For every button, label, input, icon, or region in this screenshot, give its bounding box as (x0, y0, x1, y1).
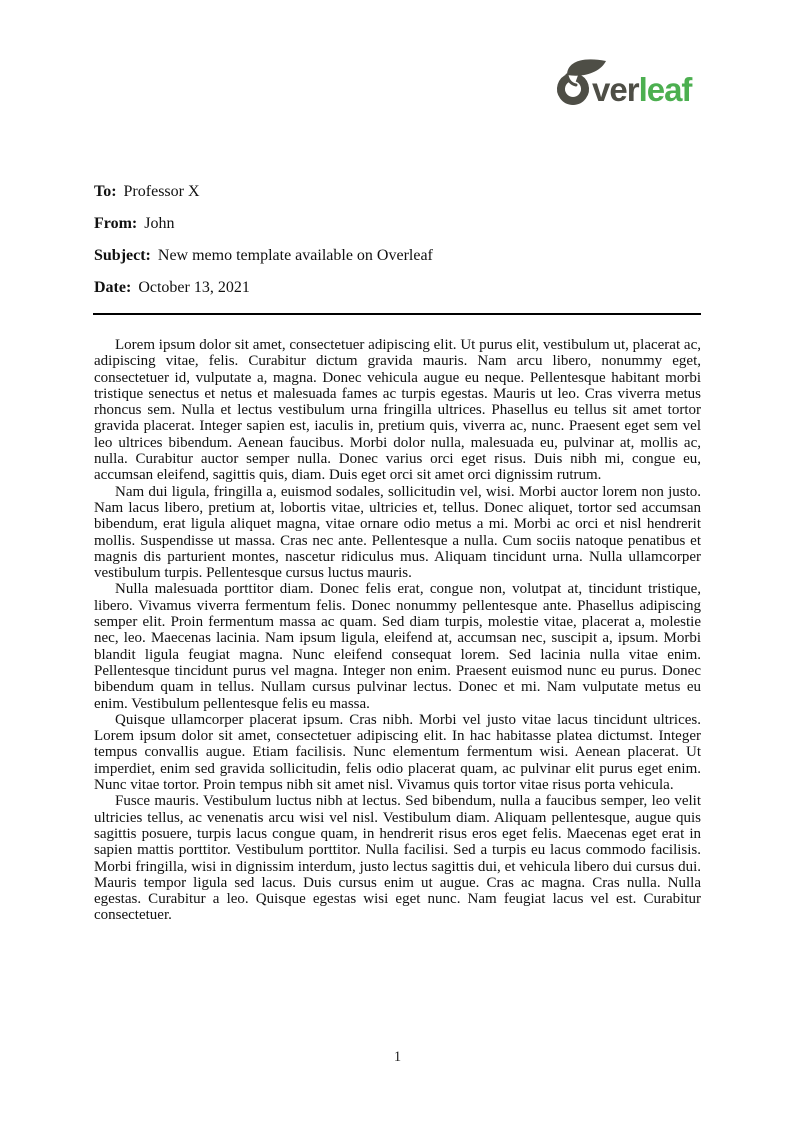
logo-wordmark-green: leaf (638, 71, 692, 108)
overleaf-logo-icon (554, 58, 716, 108)
field-value-from: John (144, 215, 175, 232)
field-value-subject: New memo template available on Overleaf (157, 247, 433, 264)
logo-wordmark (592, 71, 693, 108)
memo-separator-rule (93, 313, 701, 315)
memo-field-to (94, 182, 704, 201)
field-label-subject: Subject: (94, 247, 151, 264)
paragraph-3: Nulla malesuada porttitor diam. Donec felis erat, congue non, volutpat at, tincidunt tristique, libero. Vivamus viverra fermentum felis. Donec nonummy pellentesque ante. Phasellus adipiscing semper elit. Proin fermentum massa ac quam. Sed diam turpis, molestie vitae, placerat a, molestie nec, leo. Maecenas lacinia. Nam ipsum ligula, eleifend at, accumsan nec, suscipit a, ipsum. Morbi blandit ligula feugiat magna. Nunc eleifend consequat lorem. Sed lacinia nulla vitae enim. Pellentesque tincidunt purus vel magna. Integer non enim. Praesent euismod nunc eu purus. Donec bibendum quam in tellus. Nullam cursus pulvinar lectus. Donec et mi. Nam vulputate metus eu enim. Vestibulum pellentesque felis eu massa. (94, 581, 701, 712)
page-number: 1 (393, 1049, 402, 1065)
logo-wordmark-gray: ver (592, 71, 639, 108)
field-label-from: From: (94, 215, 138, 232)
memo-field-from (94, 214, 704, 233)
paragraph-4: Quisque ullamcorper placerat ipsum. Cras nibh. Morbi vel justo vitae lacus tincidunt ultrices. Lorem ipsum dolor sit amet, consectetuer adipiscing elit. In hac habitasse platea dictumst. Integer tempus convallis augue. Etiam facilisis. Nunc elementum fermentum wisi. Aenean placerat. Ut imperdiet, enim sed gravida sollicitudin, felis odio placerat quam, ac pulvinar elit purus eget enim. Nunc vitae tortor. Proin tempus nibh sit amet nisl. Vivamus quis tortor vitae risus porta vehicula. (94, 711, 701, 794)
paragraph-5: Fusce mauris. Vestibulum luctus nibh at lectus. Sed bibendum, nulla a faucibus semper, leo velit ultricies tellus, ac venenatis arcu wisi vel nisl. Vestibulum diam. Aliquam pellentesque, augue quis sagittis posuere, turpis lacus congue quam, in hendrerit risus eros eget felis. Maecenas eget erat in sapien mattis porttitor. Vestibulum porttitor. Nulla facilisi. Sed a turpis eu lacus commodo facilisis. Morbi fringilla, wisi in dignissim interdum, justo lectus sagittis dui, et vehicula libero dui cursus dui. Mauris tempor ligula sed lacus. Duis cursus enim ut augue. Cras ac magna. Cras nulla. Nulla egestas. Curabitur a leo. Quisque egestas wisi eget nunc. Nam feugiat lacus vel est. Curabitur consectetuer. (94, 793, 701, 924)
field-label-date: Date: (94, 279, 132, 296)
field-value-date: October 13, 2021 (138, 279, 250, 296)
memo-field-subject (94, 246, 704, 265)
paragraph-1: Lorem ipsum dolor sit amet, consectetuer adipiscing elit. Ut purus elit, vestibulum ut, placerat ac, adipiscing vitae, felis. Curabitur dictum gravida mauris. Nam arcu libero, nonummy eget, consectetuer id, vulputate a, magna. Donec vehicula augue eu neque. Pellentesque habitant morbi tristique senectus et netus et malesuada fames ac turpis egestas. Mauris ut leo. Cras viverra metus rhoncus sem. Nulla et lectus vestibulum urna fringilla ultrices. Phasellus eu tellus sit amet tortor gravida placerat. Integer sapien est, iaculis in, pretium quis, viverra ac, nunc. Praesent eget sem vel leo ultrices bibendum. Aenean faucibus. Morbi dolor nulla, malesuada eu, pulvinar at, mollis ac, nulla. Curabitur auctor semper nulla. Donec varius orci eget risus. Duis nibh mi, congue eu, accumsan eleifend, sagittis quis, diam. Duis eget orci sit amet orci dignissim rutrum. (94, 337, 701, 484)
memo-field-date (94, 278, 704, 297)
memo-body (94, 337, 701, 924)
field-value-to: Professor X (123, 183, 200, 200)
logo-o-ring (561, 78, 585, 101)
leaf-stem-icon (567, 75, 576, 85)
overleaf-logo (554, 58, 716, 108)
memo-header (94, 182, 704, 310)
field-label-to: To: (94, 183, 117, 200)
paragraph-2: Nam dui ligula, fringilla a, euismod sodales, sollicitudin vel, wisi. Morbi auctor lorem non justo. Nam lacus libero, pretium at, lobortis vitae, ultricies et, tellus. Donec aliquet, tortor sed accumsan bibendum, erat ligula aliquet magna, vitae ornare odio metus a mi. Morbi ac orci et nisl hendrerit mollis. Suspendisse ut massa. Cras nec ante. Pellentesque a nulla. Cum sociis natoque penatibus et magnis dis parturient montes, nascetur ridiculus mus. Aliquam tincidunt urna. Nulla ullamcorper vestibulum turpis. Pellentesque cursus luctus mauris. (94, 483, 701, 582)
